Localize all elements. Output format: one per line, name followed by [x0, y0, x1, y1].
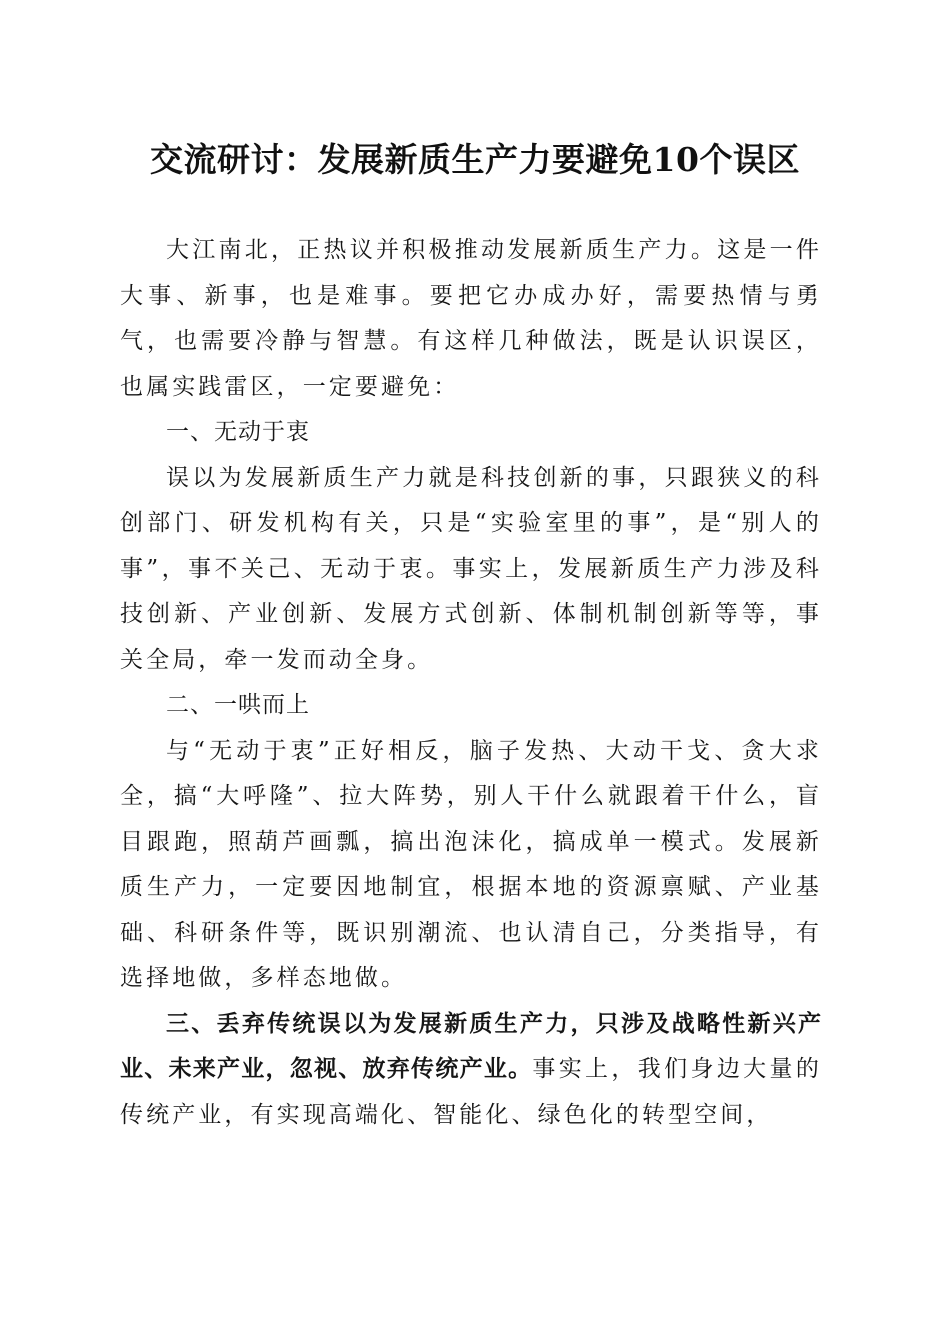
section-body-3: 事实上，我们身边大量的传统产业，有实现高端化、智能化、绿色化的转型空间， [120, 1056, 822, 1128]
section-body-1: 误以为发展新质生产力就是科技创新的事，只跟狭义的科创部门、研发机构有关，只是“实验室里的事”，是“别人的事”，事不关己、无动于衷。事实上，发展新质生产力涉及科技创新、产业创新、发展方式创新、体制机制创新等等，事关全局，牵一发而动全身。 [120, 464, 822, 673]
intro-paragraph: 大江南北，正热议并积极推动发展新质生产力。这是一件大事、新事，也是难事。要把它办成办好，需要热情与勇气，也需要冷静与智慧。有这样几种做法，既是认识误区，也属实践雷区，一定要避免： [120, 237, 822, 400]
document-title: 交流研讨：发展新质生产力要避免10个误区 [150, 140, 800, 179]
document-body [120, 228, 822, 1138]
section-paragraph-3 [120, 1002, 822, 1139]
section-heading-1: 一、无动于衷 [166, 419, 310, 445]
section-heading-3: 三、丢弃传统误以为发展新质生产力，只涉及战略性新兴产业、未来产业，忽视、放弃传统产业。 [120, 1010, 822, 1082]
section-heading-2: 二、一哄而上 [166, 692, 310, 718]
section-body-2: 与“无动于衷”正好相反，脑子发热、大动干戈、贪大求全，搞“大呼隆”、拉大阵势，别人干什么就跟着干什么，盲目跟跑，照葫芦画瓢，搞出泡沫化，搞成单一模式。发展新质生产力，一定要因地制宜，根据本地的资源禀赋、产业基础、科研条件等，既识别潮流、也认清自己，分类指导，有选择地做，多样态地做。 [120, 737, 822, 991]
